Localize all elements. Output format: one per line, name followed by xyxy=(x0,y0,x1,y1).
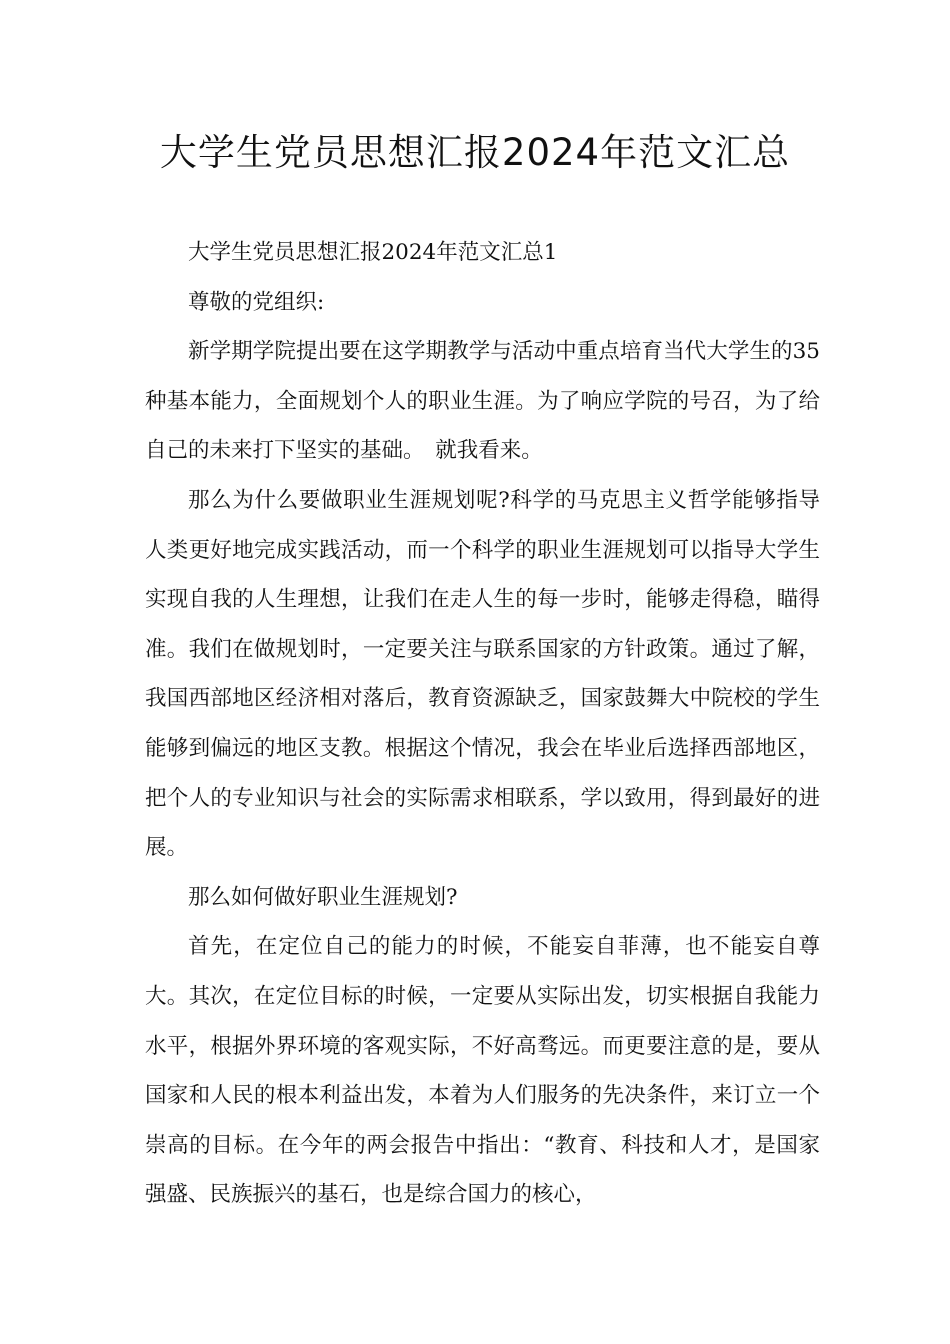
paragraph-first: 首先，在定位自己的能力的时候，不能妄自菲薄，也不能妄自尊大。其次，在定位目标的时候，一定要从实际出发，切实根据自我能力水平，根据外界环境的客观实际，不好高骛远。而更要注意的是，要从国家和人民的根本利益出发，本着为人们服务的先决条件，来订立一个崇高的目标。在今年的两会报告中指出：“教育、科技和人才，是国家强盛、民族振兴的基石，也是综合国力的核心， xyxy=(145,934,820,1208)
paragraph-why: 那么为什么要做职业生涯规划呢?科学的马克思主义哲学能够指导人类更好地完成实践活动，而一个科学的职业生涯规划可以指导大学生实现自我的人生理想，让我们在走人生的每一步时，能够走得稳，瞄得准。我们在做规划时，一定要关注与联系国家的方针政策。通过了解，我国西部地区经济相对落后，教育资源缺乏，国家鼓舞大中院校的学生能够到偏远的地区支教。根据这个情况，我会在毕业后选择西部地区，把个人的专业知识与社会的实际需求相联系，学以致用，得到最好的进展。 xyxy=(145,487,820,861)
document-title: 大学生党员思想汇报2024年范文汇总 xyxy=(159,131,791,174)
section-heading: 大学生党员思想汇报2024年范文汇总1 xyxy=(188,240,558,265)
paragraph-intro: 新学期学院提出要在这学期教学与活动中重点培育当代大学生的35种基本能力，全面规划个人的职业生涯。为了响应学院的号召，为了给自己的未来打下坚实的基础。 就我看来。 xyxy=(145,339,820,464)
document-body xyxy=(145,228,820,1220)
salutation: 尊敬的党组织: xyxy=(188,289,325,315)
paragraph-how-question: 那么如何做好职业生涯规划? xyxy=(188,884,458,910)
